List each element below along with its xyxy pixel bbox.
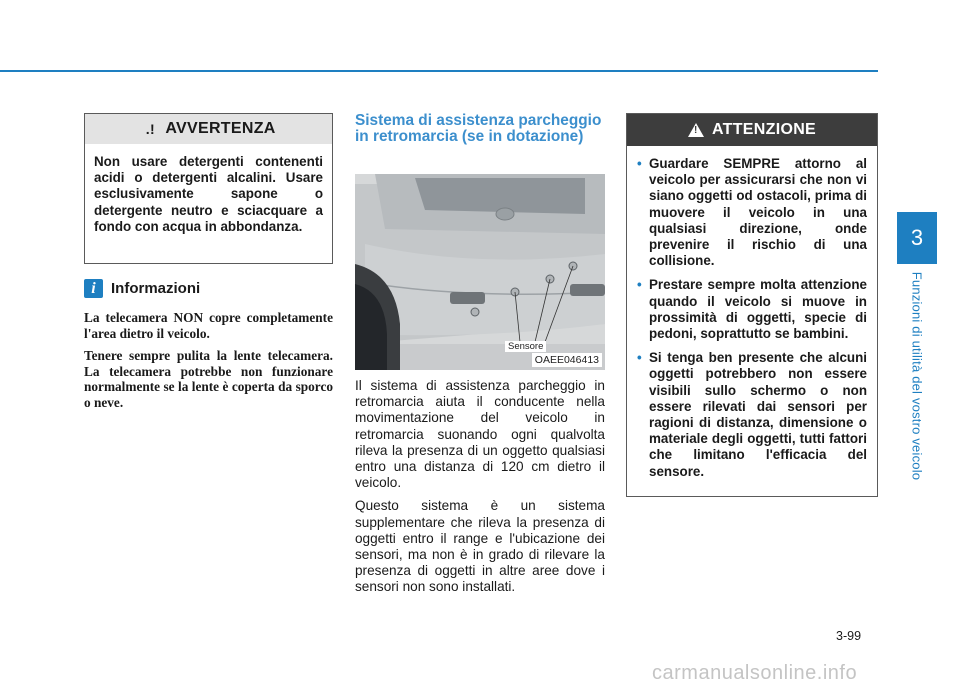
- caution-triangle-icon: !: [688, 123, 704, 137]
- figure-label: Sensore: [505, 341, 546, 352]
- figure-code: OAEE046413: [532, 353, 602, 367]
- page-number: 3-99: [836, 629, 862, 643]
- warning-box: [84, 113, 333, 264]
- watermark: carmanualsonline.info: [652, 662, 858, 684]
- chapter-tab: 3: [897, 212, 937, 264]
- warning-icon: .!: [145, 121, 155, 137]
- chapter-title: Funzioni di utilità del vostro veicolo: [909, 271, 925, 481]
- info-paragraph: Tenere sempre pulita la lente telecamera. La telecamera potrebbe non funzionare normalmente se la lente è coperta da sporco o neve.: [84, 348, 333, 410]
- info-icon: i: [84, 279, 103, 298]
- caution-box: [626, 113, 878, 497]
- section-paragraph: Il sistema di assistenza parcheggio in retromarcia aiuta il conducente nella movimentazione del veicolo in retromarcia suonando ogni qualvolta rileva la presenza di un oggetto qualsiasi entro una distanza di 120 cm dietro il veicolo.: [355, 378, 605, 491]
- caution-box-title: ATTENZIONE: [711, 121, 817, 138]
- section-title: Sistema di assistenza parcheggio in retromarcia (se in dotazione): [355, 112, 602, 145]
- header-rule: [0, 70, 878, 72]
- warning-box-text: Non usare detergenti contenenti acidi o detergenti alcalini. Usare esclusivamente sapone o detergente neutro e sciacquare a fondo con acqua in abbondanza.: [94, 154, 323, 234]
- caution-item: • Guardare SEMPRE attorno al veicolo per assicurarsi che non vi siano oggetti od ostacoli, prima di muovere il veicolo in una qualsiasi direzione, onde prevenire il rischio di una collisione.: [637, 156, 867, 269]
- warning-box-title: AVVERTENZA: [165, 120, 276, 137]
- section-body: [355, 378, 605, 603]
- caution-item: • Si tenga ben presente che alcuni oggetti potrebbero non essere visibili sullo schermo o non essere rilevati dai sensori per ragioni di distanza, dimensione o materiale degli oggetti, tutti fattori che limitano l'efficacia del sensore.: [637, 350, 867, 480]
- warning-box-header: [85, 114, 332, 144]
- caution-box-header: [627, 114, 877, 146]
- info-paragraph: La telecamera NON copre completamente l'area dietro il veicolo.: [84, 310, 333, 341]
- info-text: [84, 310, 333, 418]
- info-title: Informazioni: [111, 280, 201, 297]
- caution-list: [627, 146, 877, 480]
- rear-bumper-figure: [355, 174, 605, 370]
- car-rear-illustration: [355, 174, 605, 370]
- caution-item: • Prestare sempre molta attenzione quando il veicolo si muove in prossimità di oggetti, specie di pedoni, soprattutto se bambini.: [637, 277, 867, 342]
- section-paragraph: Questo sistema è un sistema supplementare che rileva la presenza di oggetti entro il range e l'ubicazione dei sensori, ma non è in grado di rilevare la presenza di oggetti in altre aree dove i sensori non sono installati.: [355, 498, 605, 595]
